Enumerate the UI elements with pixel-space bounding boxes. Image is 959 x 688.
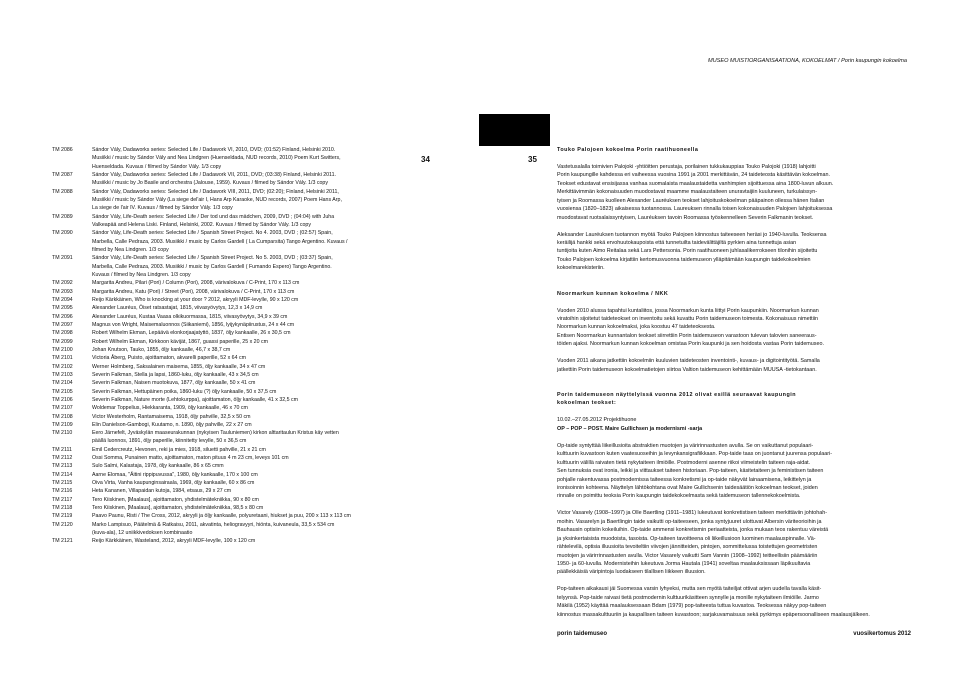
- description-line: Magnus von Wright, Maisemaluonnos (Siikaniemi), 1856, lyijykynäpiirustus, 24 x 44 cm: [92, 321, 295, 328]
- artwork-description: [92, 304, 412, 312]
- table-row: [52, 487, 412, 495]
- table-row: [52, 537, 412, 545]
- description-line: Reijo Kärkkäinen, Wasteland, 2012, akryyli MDF-levylle, 100 x 120 cm: [92, 538, 256, 545]
- description-line: Oiva Virta, Vanha kaupunginsairaala, 1969, öljy kankaalle, 60 x 86 cm: [92, 480, 255, 487]
- artwork-description: [92, 254, 412, 279]
- table-row: [52, 521, 412, 538]
- inventory-code: TM 2116: [52, 488, 73, 495]
- section-title-exhibitions: [557, 391, 911, 408]
- inventory-code: TM 2112: [52, 455, 73, 462]
- artwork-description: [92, 454, 412, 462]
- description-line: Severin Falkman, Nature morte (Lehtokurppa), ajoittamaton, öljy kankaalle, 41 x 32,5 cm: [92, 396, 299, 403]
- table-row: [52, 479, 412, 487]
- footer-report-title: vuosikertomus 2012: [853, 631, 911, 637]
- inventory-code: TM 2103: [52, 371, 73, 378]
- table-row: [52, 171, 412, 188]
- inventory-code: TM 2101: [52, 355, 73, 362]
- artwork-description: [92, 462, 412, 470]
- artwork-description: [92, 396, 412, 404]
- text-line: Bauhausin optisiin kokeiluihin. Op-taide ammensi konkretismin periaatteista, jonka mukaan teos rakentuu väreistä: [557, 527, 829, 534]
- inventory-code: TM 2102: [52, 363, 73, 370]
- description-line: Marko Lampisuo, Päätelmä & Ratkaisu, 2011, akvatinta, heliogravyyri, hiönta, kuivaneula, 33,5 x 534 cm: [92, 521, 335, 528]
- inventory-code: TM 2093: [52, 288, 73, 295]
- description-line: Woldemar Toppelius, Hiekkaranta, 1909, öljy kankaalle, 46 x 70 cm: [92, 405, 248, 412]
- paragraph: [557, 357, 911, 374]
- text-line: tuntijoita kuten Aimo Reitalaa sekä Lars Pettersonia. Porin raatihuoneen juhlasalikerrokseen tilonihin sijoitettu: [557, 248, 818, 255]
- table-row: [52, 413, 412, 421]
- artwork-description: [92, 446, 412, 454]
- inventory-code: TM 2120: [52, 521, 73, 528]
- table-row: [52, 504, 412, 512]
- table-row: [52, 313, 412, 321]
- paragraph: [557, 231, 911, 273]
- description-line: Margarita Andreu, Katu (Pori) / Street (Pori), 2008, värivalokuva / C-Print, 170 x 113 cm: [92, 288, 295, 295]
- artwork-description: [92, 288, 412, 296]
- description-line: Victoria Åberg, Puisto, ajoittamaton, akvarelli paperille, 52 x 64 cm: [92, 355, 246, 362]
- artwork-description: [92, 379, 412, 387]
- inventory-code: TM 2115: [52, 480, 73, 487]
- inventory-code: TM 2089: [52, 213, 73, 220]
- text-line: Teokset edustavat ensisijassa vanhaa suomalaista maalaustaidetta vanhimpien sijoittuessa aina 1800-luvun alkuun.: [557, 180, 834, 187]
- artwork-description: [92, 413, 412, 421]
- paragraph: [557, 509, 911, 577]
- artwork-description: [92, 329, 412, 337]
- table-row: [52, 338, 412, 346]
- table-row: [52, 429, 412, 446]
- text-line: päällekkäisiä väripintoja luodakseen tilallisen liikkeen illuusion.: [557, 569, 706, 576]
- inventory-code: TM 2109: [52, 421, 73, 428]
- paragraph: [557, 442, 911, 501]
- artwork-description: [92, 213, 412, 230]
- text-line: Sen tunnuksia ovat ironia, leikki ja viittaukset taiteen historiaan. Pop-taiteen, käsitetaiteen ja feministisen taiteen: [557, 468, 824, 475]
- inventory-code: TM 2110: [52, 430, 73, 437]
- table-row: [52, 454, 412, 462]
- artwork-description: [92, 479, 412, 487]
- inventory-code: TM 2086: [52, 147, 73, 153]
- artwork-description: [92, 171, 412, 188]
- paragraph: [557, 585, 911, 619]
- artwork-description: [92, 487, 412, 495]
- inventory-code: TM 2098: [52, 330, 73, 337]
- table-row: [52, 329, 412, 337]
- description-line: Victor Westerholm, Rantamaisema, 1918, öljy pahville, 32,5 x 50 cm: [92, 413, 251, 420]
- artwork-description: [92, 512, 412, 520]
- description-line: Severin Falkman, Hettupäinen poika, 1860-luku (?) öljy kankaalle, 50 x 37,5 cm: [92, 388, 277, 395]
- table-row: [52, 371, 412, 379]
- text-line: telyynsä. Pop-taide raivasi tietä postmodernin kulttuurikäsitteen synnylle ja monille nykytaiteen ilmiöille. Jarmo: [557, 594, 819, 601]
- description-line: Sándor Vály, Dadaworks series: Selected Life / Dadawork VII, 2011, DVD; (03:38) Finland, Helsinki 2011.: [92, 171, 336, 178]
- artwork-description: [92, 371, 412, 379]
- text-line: Victor Vasarely (1908–1997) ja Olle Baertling (1911–1981) lukeutuvat konkretistisen taiteen merkittäviin johtohah-: [557, 510, 827, 517]
- description-line: La siege de l'air IV. Kuvaus / filmed by Sándor Vály. 1/3 copy: [92, 205, 233, 212]
- text-line: rinnalle on poimittu teoksia Porin kaupungin taidekokoelmasta sekä taidemuseon tallennekokoelmista.: [557, 493, 801, 500]
- inventory-code: TM 2087: [52, 171, 73, 178]
- description-line: Eero Järnefelt, Jyväskylän maaseurakunnan (nykyisen Tauluniemen) kirkon alttaritaulun Kristus käy vetten: [92, 430, 339, 437]
- artwork-description: [92, 146, 412, 171]
- artwork-description: [92, 471, 412, 479]
- description-line: Marbella, Calle Pedraza, 2003. Musiikki / music by Carlos Gardell ( Fumando Espero) Tango Argentino.: [92, 263, 332, 270]
- artwork-description: [92, 338, 412, 346]
- inventory-code: TM 2113: [52, 463, 73, 470]
- artwork-description: [92, 279, 412, 287]
- text-line: 1950- ja 60-luvulla. Modernisteihin lukeutuva Jorma Hautala (1941) soveltaa maalauksissaan läpikuultavia: [557, 561, 811, 568]
- text-line: kulttuurin kuvastoon kuten vaatesuoseihin ja levynkansigrafiikkaan. Pop-taide taas on juontanut juurensa populaari-: [557, 451, 833, 458]
- text-line: Porin kaupungille kahdessa eri vaiheessa vuosina 1991 ja 2001 merkittävän, 24 taideteosta käsittävän kokoelman.: [557, 172, 830, 179]
- text-line: rähtelevilä, optisia illuusioita tevoiteltiin viivojen jännitteiden, pintojen, sommittelussa toistettujen geometristen: [557, 544, 818, 551]
- description-line: Werner Holmberg, Saksalainen maisema, 1855, öljy kankaalle, 34 x 47 cm: [92, 363, 266, 370]
- artwork-description: [92, 313, 412, 321]
- text-line: Op-taide syntyttää liikeillusioita abstraktien muotojen ja väririnnastusten avulla. Se on vaikuttanut populaari-: [557, 442, 814, 449]
- description-line: Robert Wilhelm Ekman, Kirkkoon kävijät, 1867, guassi paperille, 25 x 20 cm: [92, 338, 268, 345]
- description-line: Heta Kananen, Villapaidan kutoja, 1984, etsaus, 29 x 27 cm: [92, 488, 232, 495]
- description-line: Johan Knutson, Tauko, 1855, öljy kankaalle, 46,7 x 38,7 cm: [92, 346, 231, 353]
- text-line: kokoelmarekisteriin.: [557, 265, 605, 272]
- collection-list: [52, 146, 412, 546]
- artwork-description: [92, 404, 412, 412]
- artwork-description: [92, 537, 412, 545]
- description-line: Marbella, Calle Pedraza, 2003. Musiikki / music by Carlos Gardell ( La Cumparsita) Tango Argentino. Kuvaus /: [92, 238, 348, 245]
- artwork-description: [92, 354, 412, 362]
- table-row: [52, 379, 412, 387]
- description-line: Sándor Vály, Life-Death series: Selected Life / Der tod und das mädchen, 2009, DVD ; (04:04) with Juha: [92, 213, 335, 220]
- artwork-description: [92, 521, 412, 538]
- text-line: Vuoden 2010 alussa tapahtui kuntaliitos, jossa Noormarkun kunta liittyi Porin kaupunkiin. Noormarkun kunnan: [557, 307, 819, 314]
- inventory-code: TM 2090: [52, 230, 73, 237]
- text-line: ja yksinkertaisista muodoista, tasoista. Op-taiteen tavoitteena oli liikeillusioon luominen maalauspinnalle. Vä-: [557, 535, 816, 542]
- text-line: muotojen ja värirrinnastusten avulla. Victor Vasarely vaikutti Sam Vannin (1908–1992) teitteellisiin päämääriin: [557, 552, 818, 559]
- article-column: [557, 146, 911, 619]
- inventory-code: TM 2118: [52, 505, 73, 512]
- artwork-description: [92, 363, 412, 371]
- table-row: [52, 146, 412, 171]
- inventory-code: TM 2097: [52, 321, 73, 328]
- text-line: viratoihin sijoitetut taideteokset on inventoitu sekä kuvattu Porin taidemuseon toimesta. Kokonaisuus nimettiin: [557, 315, 818, 322]
- table-row: [52, 404, 412, 412]
- exhibition-title: OP – POP – POST. Maire Gullichsen ja modernismi -sarja: [557, 425, 703, 432]
- description-line: Sándor Vály, Life-Death series: Selected Life / Spanish Street Project. No 5. 2003, DVD ; (03:37) Spain,: [92, 255, 333, 262]
- artwork-description: [92, 188, 412, 213]
- text-line: jatkettiin Porin taidemuseon kokoelmatietojen siirtoa Valtion taidemuseon kehittämään MUUSA -tietokantaan.: [557, 366, 817, 373]
- text-line: Porin taidemuseon näyttelyissä vuonna 2012 olivat esillä seuraavat kaupungin: [557, 392, 797, 399]
- description-line: Sándor Vály, Life-Death series: Selected Life / Spanish Street Project. No 4. 2003, DVD ; (02:57) Spain,: [92, 230, 333, 237]
- section-title-palojoki: Touko Palojoen kokoelma Porin raatihuoneella: [557, 147, 699, 153]
- inventory-code: TM 2104: [52, 380, 73, 387]
- text-line: Noormarkun kunnan kokoelmaksi, joka koostuu 47 taideteoksesta.: [557, 324, 716, 331]
- description-line: Sándor Vály, Dadaworks series: Selected Life / Dadawork VI, 2010, DVD; (01:52) Finland, Helsinki 2010.: [92, 147, 336, 153]
- inventory-code: TM 2092: [52, 280, 73, 287]
- description-line: päällä luonnos, 1891, öljy paperille, kiinnitetty levylle, 50 x 36,5 cm: [92, 438, 247, 445]
- table-row: [52, 363, 412, 371]
- black-block: [479, 114, 550, 146]
- table-row: [52, 354, 412, 362]
- table-row: [52, 396, 412, 404]
- text-line: Mäkilä (1952) käyttää maalauksessaan Bdam (1979) pop-taiteesta tuttua kuvastoa. Teoksessa näkyy pop-taiteen: [557, 603, 827, 610]
- inventory-code: TM 2105: [52, 388, 73, 395]
- table-row: [52, 421, 412, 429]
- text-line: ironisoinnin kohteena. Näyttelyn lähtökohtana ovat Maire Gullichsenin taidesäätiön kokoelman teokset, joiden: [557, 484, 818, 491]
- text-line: kiinnostus massakulttuuriin ja kaupallisen taiteen kuvastoon; sarjakuvamaisuus sekä pyrkimys epäpersoonalliseen maalausjälkeen.: [557, 611, 870, 618]
- inventory-code: TM 2088: [52, 188, 73, 195]
- inventory-code: TM 2094: [52, 296, 73, 303]
- description-line: Reijo Kärkkäinen, Who is knocking at your door ? 2012, akryyli MDF-levylle, 90 x 120 cm: [92, 296, 299, 303]
- table-row: [52, 346, 412, 354]
- inventory-code: TM 2091: [52, 255, 73, 262]
- artwork-description: [92, 229, 412, 254]
- paragraph: [557, 163, 911, 222]
- description-line: Alexander Lauréus, Kustaa Vaasa olkikuormassa, 1815, viivasyövytys, 34,9 x 39 cm: [92, 313, 288, 320]
- description-line: Sulo Salmi, Kalastaja, 1978, öljy kankaalle, 86 x 65 cmm: [92, 463, 224, 470]
- table-row: [52, 213, 412, 230]
- inventory-code: TM 2111: [52, 446, 72, 453]
- text-line: Pop-taiteen aikakausi jäi Suomessa varsin lyhyeksi, mutta sen myötä taiteiljat ottivat arjen uudella tavalla käsit-: [557, 586, 822, 593]
- description-line: Musiikki / music by Sándor Vály and Nea Lindgren (Huenseldada, NUD records, 2010) Poem Kurt Switters,: [92, 155, 341, 162]
- inventory-code: TM 2106: [52, 396, 73, 403]
- artwork-description: [92, 421, 412, 429]
- description-line: Sándor Vály, Dadaworks series: Selected Life / Dadawork VIII, 2011, DVD; (02:20); Finland, Helsinki 2011,: [92, 188, 339, 195]
- artwork-description: [92, 504, 412, 512]
- description-line: Ossi Somma, Punainen matto, ajoittamaton, maton pituus 4 m 23 cm, leveys 101 cm: [92, 455, 289, 462]
- text-line: pohjalle rakentuvassa postmodernissa taiteessa konkretismi ja op-taide näkyvät lainaamisena, leikittelyn ja: [557, 476, 812, 483]
- description-line: Alexander Lauréus, Öiset ratsastajat, 1815, viivasyövytys, 12,3 x 14,9 cm: [92, 305, 263, 312]
- paragraph: [557, 307, 911, 349]
- table-row: [52, 388, 412, 396]
- description-line: Robert Wilhelm Ekman, Lepäävä elonkorjaajatyttö, 1837, öljy kankaalle, 26 x 30,5 cm: [92, 330, 291, 337]
- description-line: Emil Cedercreutz, Hevonen, reki ja mies, 1918, siluetti pahville, 21 x 21 cm: [92, 446, 266, 453]
- artwork-description: [92, 429, 412, 446]
- description-line: Tero Kiiskinen, [Maalaus], ajoittamaton, yhdistelmätekniikka, 90 x 80 cm: [92, 496, 259, 503]
- table-row: [52, 496, 412, 504]
- exhibition-date: 10.02.–27.05.2012 Projektihuone: [557, 417, 637, 424]
- description-line: Valkeapää and Helena Liski. Finland, Helsinki, 2002. Kuvaus / filmed by Sándor Vály. 1/3 copy: [92, 221, 311, 228]
- text-line: keräilijä hankki sekä ervohuutokaupoista että tunnetuilta taidevälittäjiltä pyrkien aina tunnettuja asian: [557, 239, 797, 246]
- description-line: Tero Kiiskinen, [Maalaus], ajoittamaton, yhdistelmätekniikka, 98,5 x 80 cm: [92, 505, 264, 512]
- inventory-code: TM 2108: [52, 413, 73, 420]
- table-row: [52, 279, 412, 287]
- description-line: Severin Falkman, Stella ja lapsi, 1860-luku, öljy kankaalle, 43 x 34,5 cm: [92, 371, 259, 378]
- description-line: Musiikki / music by Sándor Vály (La siege del'air I, Hans Arp Karaoke, NUD records, 2007) Poem Hans Arp,: [92, 196, 342, 203]
- table-row: [52, 446, 412, 454]
- artwork-description: [92, 388, 412, 396]
- artwork-description: [92, 321, 412, 329]
- artwork-description: [92, 346, 412, 354]
- text-line: Aleksander Lauréuksen tuotannon myötä Touko Palojoen kiinnostus taiteeseen heräsi jo 1940-luvulla. Teoksensa: [557, 231, 827, 238]
- description-line: Aarne Elomaa, "Äitini rippipuvussa", 1980, öljy kankaalle, 170 x 100 cm: [92, 471, 258, 478]
- table-row: [52, 304, 412, 312]
- inventory-code: TM 2117: [52, 496, 73, 503]
- text-line: vuosiensa (1820–1823) aikaisessa tuotannossa. Laureuksen rinnalla toisen kokonaisuuden Palojoen lahjoituksessa: [557, 206, 833, 213]
- description-line: (kuva-ala), 12 uniikkivedoksen kombinaatio: [92, 530, 193, 537]
- table-row: [52, 188, 412, 213]
- description-line: Elin Danielson-Gambogi, Kuutamo, n. 1890, öljy pahville, 22 x 27 cm: [92, 421, 252, 428]
- description-line: filmed by Nea Lindgren. 1/3 copy: [92, 246, 169, 253]
- description-line: Paavo Paunu, Risti / The Cross, 2012, akryyli ja öljy kankaalle, polyuretaani, hiukset ja puu, 200 x 113 x 113 cm: [92, 513, 351, 520]
- text-line: Merkittävimmän kokonaisuuden muodostavat maamme maalaustaiteen unuravtaijiin kuuluneen, turkulaissyn-: [557, 189, 818, 196]
- page-number-right: 35: [528, 155, 537, 164]
- page-number-left: 34: [421, 155, 430, 164]
- table-row: [52, 229, 412, 254]
- footer-museum-name: porin taidemuseo: [557, 631, 608, 637]
- table-row: [52, 296, 412, 304]
- text-line: tyisen ja Roomassa kuolleen Alexander Lauréuksen teokset lahjoituskokoelman pääpainon ollessa hänen Italian: [557, 197, 825, 204]
- description-line: Huenseldada. Kuvaus / filmed by Sándor Vály. 1/3 copy: [92, 163, 222, 170]
- inventory-code: TM 2107: [52, 405, 73, 412]
- inventory-code: TM 2100: [52, 346, 73, 353]
- artwork-description: [92, 296, 412, 304]
- table-row: [52, 321, 412, 329]
- artwork-description: [92, 496, 412, 504]
- inventory-code: TM 2119: [52, 513, 73, 520]
- text-line: Touko Palojoen kokoelma kirjattiin kertomusvuonna taidemuseon ylläpitämään kaupungin taidekokoelmien: [557, 256, 811, 263]
- text-line: muodostavat ruotsalaissyntyisen, Lauréuksen tavoin Roomassa työskennelleen Severin Falkmanin teokset.: [557, 214, 814, 221]
- inventory-code: TM 2121: [52, 538, 73, 545]
- text-line: Entisen Noormarkun kunnantalon teokset siirrettiin Porin taidemuseon varastoon tulevan talovien saneeraus-: [557, 332, 817, 339]
- inventory-code: TM 2099: [52, 338, 73, 345]
- description-line: Margarita Andreu, Pilari (Pori) / Column (Pori), 2008, värivalokuva / C-Print, 170 x 113 cm: [92, 280, 300, 287]
- text-line: töiden ajaksi. Noormarkun kunnan kokoelman omistaa Porin kaupunki ja sen hoidosta vastaa Porin taidemuseo.: [557, 341, 824, 348]
- description-line: Musiikki / music by Jo Basile and orchestra (Jalouse, 1959). Kuvaus / filmed by Sándor Vály. 1/3 copy: [92, 180, 328, 187]
- section-title-noormarkku: Noormarkun kunnan kokoelma / NKK: [557, 290, 669, 297]
- running-head: MUSEO MUISTIORGANISAATIONA, KOKOELMAT / Porin kaupungin kokoelma: [707, 58, 907, 64]
- text-line: kokoelman teokset:: [557, 400, 617, 407]
- table-row: [52, 471, 412, 479]
- text-line: kulttuurin välillä raivaten tietä nykytaiteen ilmiöille. Postmoderni asenne riikoi viimeistelin taiteen raja-aidat.: [557, 459, 811, 466]
- table-row: [52, 462, 412, 470]
- text-line: moihin. Vasarelyn ja Baertlingin taide vaikutti op-taiteeseen, jonka syntyjuuret ulottuvat Albersin väriteorioihin ja: [557, 518, 822, 525]
- inventory-code: TM 2096: [52, 313, 73, 320]
- table-row: [52, 288, 412, 296]
- inventory-code: TM 2114: [52, 471, 73, 478]
- inventory-code: TM 2095: [52, 305, 73, 312]
- description-line: Severin Falkman, Naisen muotokuva, 1877, öljy kankaalle, 50 x 41 cm: [92, 380, 256, 387]
- text-line: Vastetusalalla toimivien Palojoki -yhtiöitten perustaja, porilainen tukkukauppias Touko Palojoki (1918) lahjoitti: [557, 163, 816, 170]
- table-row: [52, 254, 412, 279]
- text-line: Vuoden 2011 aikana jatkettiin kokoelmiin kuuluvien taideteosten inventointi-, kuvaus- ja digitointityötä. Samalla: [557, 358, 820, 365]
- description-line: Kuvaus / filmed by Nea Lindgren. 1/3 copy: [92, 271, 191, 278]
- table-row: [52, 512, 412, 520]
